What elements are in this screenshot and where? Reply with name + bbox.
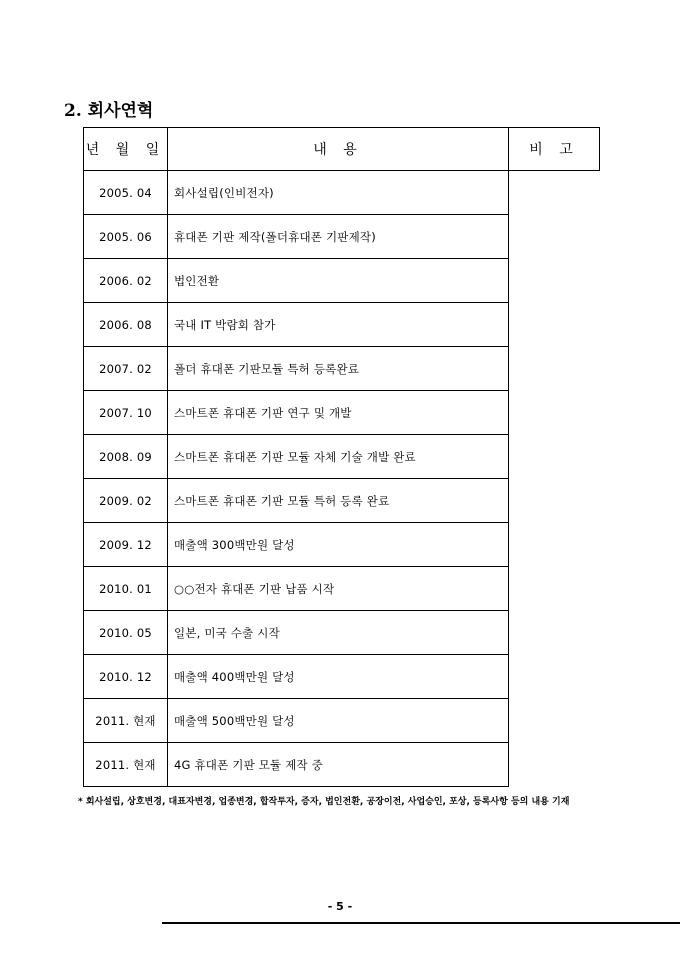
table-row	[84, 303, 600, 347]
row-content: 스마트폰 휴대폰 기판 모듈 특허 등록 완료	[168, 479, 509, 523]
row-date: 2010. 05	[84, 611, 168, 655]
row-date: 2011. 현재	[84, 699, 168, 743]
table-row	[84, 523, 600, 567]
header-date: 년 월 일	[84, 128, 168, 171]
table-row	[84, 611, 600, 655]
company-history-table	[83, 127, 600, 787]
row-date: 2010. 12	[84, 655, 168, 699]
row-content: 매출액 500백만원 달성	[168, 699, 509, 743]
row-content: 국내 IT 박람회 참가	[168, 303, 509, 347]
table-row	[84, 435, 600, 479]
table-row	[84, 699, 600, 743]
row-content: 회사설립(인비전자)	[168, 171, 509, 215]
row-content: 스마트폰 휴대폰 기판 모듈 자체 기술 개발 완료	[168, 435, 509, 479]
table-header-row	[84, 128, 600, 171]
row-content: 휴대폰 기판 제작(폴더휴대폰 기판제작)	[168, 215, 509, 259]
row-date: 2009. 02	[84, 479, 168, 523]
table-row	[84, 347, 600, 391]
table-row	[84, 567, 600, 611]
row-content: 4G 휴대폰 기판 모듈 제작 중	[168, 743, 509, 787]
row-date: 2011. 현재	[84, 743, 168, 787]
row-date: 2005. 04	[84, 171, 168, 215]
row-date: 2009. 12	[84, 523, 168, 567]
section-title: 2. 회사연혁	[64, 101, 154, 121]
row-note	[162, 922, 680, 924]
row-content: 스마트폰 휴대폰 기판 연구 및 개발	[168, 391, 509, 435]
table-row	[84, 171, 600, 215]
row-date: 2006. 08	[84, 303, 168, 347]
table-row	[84, 743, 600, 787]
row-date: 2010. 01	[84, 567, 168, 611]
footnote: * 회사설립, 상호변경, 대표자변경, 업종변경, 합작투자, 증자, 법인전환, 공장이전, 사업승인, 포상, 등록사항 등의 내용 기재	[78, 797, 570, 807]
table-row	[84, 215, 600, 259]
row-content: 일본, 미국 수출 시작	[168, 611, 509, 655]
row-date: 2008. 09	[84, 435, 168, 479]
row-content: 법인전환	[168, 259, 509, 303]
row-content: 매출액 400백만원 달성	[168, 655, 509, 699]
row-date: 2005. 06	[84, 215, 168, 259]
row-date: 2007. 02	[84, 347, 168, 391]
row-content: 폴더 휴대폰 기판모듈 특허 등록완료	[168, 347, 509, 391]
header-content: 내 용	[168, 128, 509, 171]
table-row	[84, 259, 600, 303]
table-row	[84, 479, 600, 523]
row-content: 매출액 300백만원 달성	[168, 523, 509, 567]
page-number: - 5 -	[327, 900, 353, 913]
row-date: 2006. 02	[84, 259, 168, 303]
row-date: 2007. 10	[84, 391, 168, 435]
header-note: 비 고	[509, 128, 600, 171]
table-row	[84, 391, 600, 435]
table-row	[84, 655, 600, 699]
row-content: ○○전자 휴대폰 기판 납품 시작	[168, 567, 509, 611]
